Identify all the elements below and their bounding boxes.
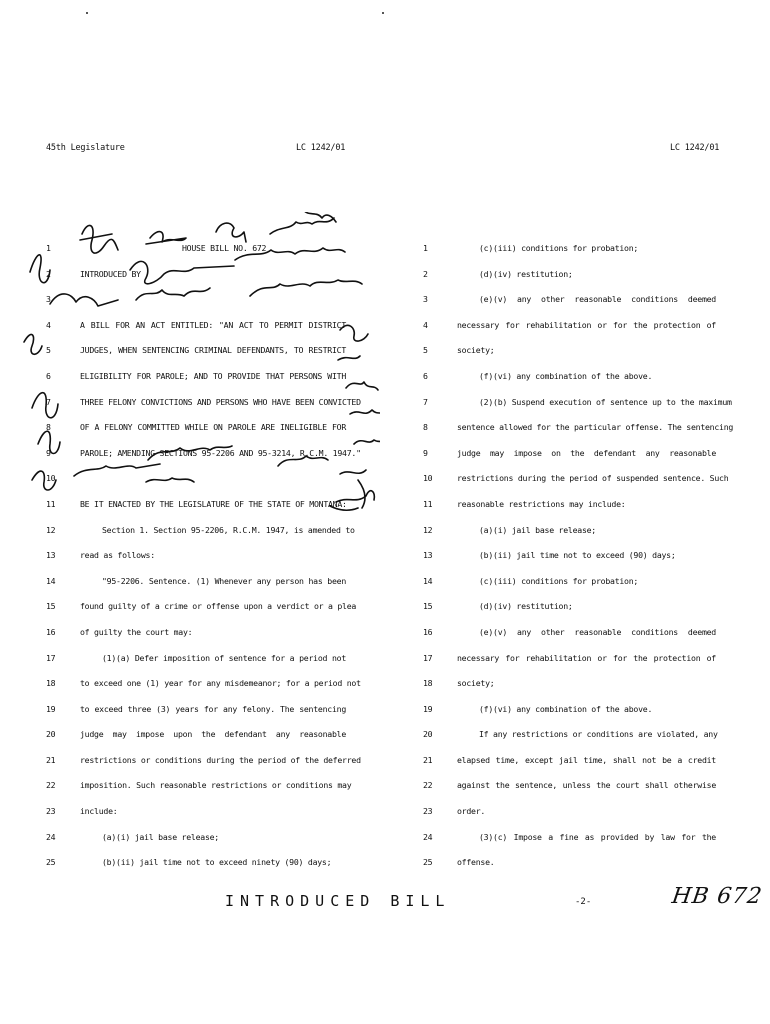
left-column [46, 236, 361, 876]
right-line: 6 (f)(vi) any combination of the above. [423, 370, 653, 381]
left-line: 19 to exceed three (3) years for any felony. The sentencing [46, 703, 346, 714]
left-line: 21 restrictions or conditions during the period of the deferred [46, 754, 361, 765]
right-line: 17 necessary for rehabilitation or for the protection of [423, 652, 716, 663]
signature-stroke [350, 410, 380, 416]
right-line: 24 (3)(c) Impose a fine as provided by law for the [423, 831, 716, 842]
left-line: 5 JUDGES, WHEN SENTENCING CRIMINAL DEFENDANTS, TO RESTRICT [46, 345, 346, 356]
right-line: 14 (c)(iii) conditions for probation; [423, 575, 639, 586]
left-line: 9 PAROLE; AMENDING SECTIONS 95-2206 AND 95-3214, R.C.M. 1947." [46, 447, 361, 458]
left-line: 22 imposition. Such reasonable restrictions or conditions may [46, 780, 352, 791]
lc-number-center: LC 1242/01 [296, 143, 346, 153]
signature-stroke [358, 480, 365, 508]
right-line: 22 against the sentence, unless the court shall otherwise [423, 780, 716, 791]
right-line: 12 (a)(i) jail base release; [423, 524, 596, 535]
left-line: 1 HOUSE BILL NO. 672 [46, 243, 267, 253]
right-line: 2 (d)(iv) restitution; [423, 268, 573, 279]
left-line: 11 BE IT ENACTED BY THE LEGISLATURE OF THE STATE OF MONTANA: [46, 498, 347, 509]
left-line: 25 (b)(ii) jail time not to exceed ninety (90) days; [46, 857, 332, 868]
right-line: 15 (d)(iv) restitution; [423, 601, 573, 612]
right-line: 7 (2)(b) Suspend execution of sentence up to the maximum [423, 396, 732, 407]
signature-stroke [346, 382, 378, 390]
left-line: 15 found guilty of a crime or offense upon a verdict or a plea [46, 601, 357, 612]
signature-stroke [24, 334, 42, 354]
right-line: 3 (e)(v) any other reasonable conditions deemed [423, 294, 716, 305]
left-line: 3 [46, 294, 51, 305]
left-line: 12 Section 1. Section 95-2206, R.C.M. 1947, is amended to [46, 524, 355, 535]
right-line: 10 restrictions during the period of suspended sentence. Such [423, 473, 729, 484]
left-line: 24 (a)(i) jail base release; [46, 831, 219, 842]
right-line: 18 society; [423, 678, 495, 689]
left-line: 6 ELIGIBILITY FOR PAROLE; AND TO PROVIDE THAT PERSONS WITH [46, 370, 346, 381]
left-line: 10 [46, 473, 56, 484]
right-line: 20 If any restrictions or conditions are violated, any [423, 729, 718, 740]
lc-number-right: LC 1242/01 [670, 143, 720, 153]
right-line: 23 order. [423, 806, 486, 817]
scan-speck [86, 12, 88, 14]
scan-speck [382, 12, 384, 14]
left-line: 13 read as follows: [46, 550, 155, 561]
right-line: 19 (f)(vi) any combination of the above. [423, 703, 653, 714]
right-line: 21 elapsed time, except jail time, shall not be a credit [423, 754, 716, 765]
right-line: 5 society; [423, 345, 495, 356]
legislature-label: 45th Legislature [46, 143, 125, 153]
signature-stroke [354, 440, 380, 444]
left-line: 23 include: [46, 806, 118, 817]
right-line: 9 judge may impose on the defendant any reasonable [423, 447, 716, 458]
right-line: 1 (c)(iii) conditions for probation; [423, 243, 639, 253]
bill-number-stamp: HB 672 [670, 884, 765, 909]
right-line: 11 reasonable restrictions may include: [423, 498, 626, 509]
right-line: 16 (e)(v) any other reasonable conditions deemed [423, 626, 716, 637]
left-line: 4 A BILL FOR AN ACT ENTITLED: "AN ACT TO PERMIT DISTRICT [46, 319, 346, 330]
right-line: 13 (b)(ii) jail time not to exceed (90) days; [423, 550, 676, 561]
right-line: 8 sentence allowed for the particular offense. The sentencing [423, 422, 734, 433]
left-line: 7 THREE FELONY CONVICTIONS AND PERSONS WHO HAVE BEEN CONVICTED [46, 396, 361, 407]
signature-stroke [302, 212, 336, 222]
page-number: -2- [575, 897, 592, 907]
right-line: 4 necessary for rehabilitation or for the protection of [423, 319, 716, 330]
left-line: 16 of guilty the court may: [46, 626, 193, 637]
left-line: 8 OF A FELONY COMMITTED WHILE ON PAROLE ARE INELIGIBLE FOR [46, 422, 346, 433]
introduced-bill-stamp: INTRODUCED BILL [225, 892, 451, 910]
left-line: 2 INTRODUCED BY [46, 268, 141, 279]
left-line: 20 judge may impose upon the defendant any reasonable [46, 729, 346, 740]
signature-stroke [270, 218, 334, 234]
right-line: 25 offense. [423, 857, 495, 868]
left-line: 17 (1)(a) Defer imposition of sentence for a period not [46, 652, 346, 663]
left-line: 14 "95-2206. Sentence. (1) Whenever any person has been [46, 575, 346, 586]
right-column [423, 236, 734, 876]
left-line: 18 to exceed one (1) year for any misdemeanor; for a period not [46, 678, 361, 689]
